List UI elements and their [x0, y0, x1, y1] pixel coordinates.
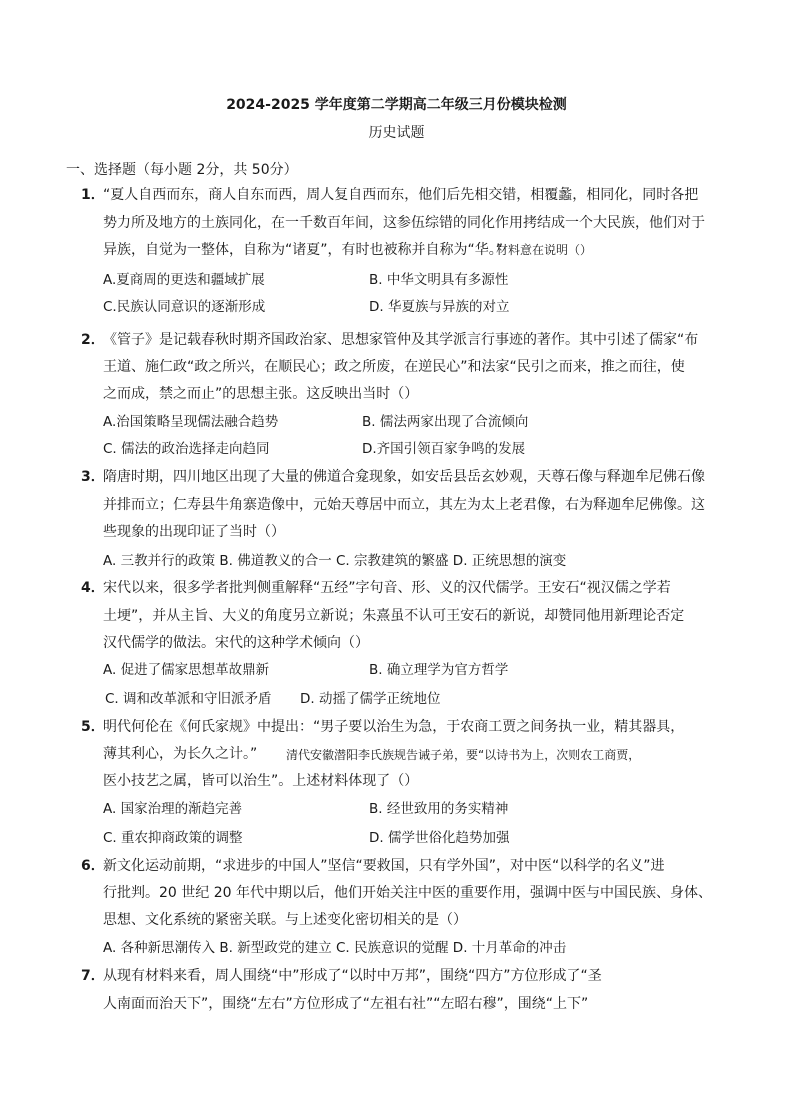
question-text-line: 汉代儒学的做法。宋代的这种学术倾向（）: [103, 635, 369, 651]
question-text-line: 从现有材料来看，周人围绕“中”形成了“以时中万邦”，围绕“四方”方位形成了“圣: [103, 968, 602, 984]
question-text-line: 宋代以来，很多学者批判侧重解释“五经”字句音、形、义的汉代儒学。王安石“视汉儒之学若: [103, 580, 671, 596]
question-text-line: 行批判。20 世纪 20 年代中期以后，他们开始关注中医的重要作用，强调中医与中国民族、身体、: [103, 885, 712, 901]
option-d[interactable]: D. 华夏族与异族的对立: [369, 299, 510, 315]
question-text-line: 王道、施仁政“政之所兴，在顺民心；政之所废，在逆民心”和法家“民引之而来，推之而往，使: [103, 359, 685, 375]
exam-subtitle: 历史试题: [368, 125, 425, 141]
question-number: 5．: [81, 719, 105, 735]
question-text-line: 些现象的出现印证了当时（）: [103, 524, 285, 540]
question-number: 1．: [81, 187, 105, 203]
question-text-line: 之而成，禁之而止”的思想主张。这反映出当时（）: [103, 386, 419, 402]
option-d[interactable]: D. 动摇了儒学正统地位: [300, 691, 441, 707]
exam-title: 2024-2025 学年度第二学期高二年级三月份模块检测: [226, 97, 567, 113]
question-text-line: 新文化运动前期，“求进步的中国人”坚信“要救国，只有学外国”，对中医“以科学的名义”进: [103, 858, 665, 874]
question-text-line: 思想、文化系统的紧密关联。与上述变化密切相关的是（）: [103, 912, 467, 928]
question-text-line: 并排而立；仁寿县牛角寨造像中，元始天尊居中而立，其左为太上老君像，右为释迦牟尼佛像。这: [103, 497, 705, 513]
option-a[interactable]: A.夏商周的更迭和疆域扩展: [103, 272, 265, 288]
question-text-line: 清代安徽潜阳李氏族规告诫子弟，要“以诗书为上，次则农工商贾，: [286, 748, 641, 762]
option-b[interactable]: B. 经世致用的务实精神: [369, 801, 509, 817]
option-b[interactable]: B. 确立理学为官方哲学: [369, 662, 509, 678]
option-a[interactable]: A. 促进了儒家思想革故鼎新: [103, 662, 270, 678]
question-text-line: 医小技艺之属，皆可以治生”。上述材料体现了（）: [103, 773, 419, 789]
option-a[interactable]: A.治国策略呈现儒法融合趋势: [103, 414, 279, 430]
option-c[interactable]: C.民族认同意识的逐渐形成: [103, 299, 266, 315]
question-text-line: 隋唐时期，四川地区出现了大量的佛道合龛现象，如安岳县岳玄妙观，天尊石像与释迦牟尼佛石像: [103, 469, 705, 485]
question-prompt: 材料意在说明（）: [496, 243, 593, 257]
question-number: 4．: [81, 580, 105, 596]
question-text-line: 土埂”，并从主旨、大义的角度另立新说；朱熹虽不认可王安石的新说，却赞同他用新理论否定: [103, 608, 685, 624]
option-a[interactable]: A. 国家治理的渐趋完善: [103, 801, 243, 817]
question-text-line: 异族，自觉为一整体，自称为“诸夏”，有时也被称并自称为“华。”: [103, 242, 504, 258]
option-c[interactable]: C. 调和改革派和守旧派矛盾: [105, 691, 272, 707]
option-d[interactable]: D. 儒学世俗化趋势加强: [369, 830, 510, 846]
option-c[interactable]: C. 儒法的政治选择走向趋同: [103, 441, 270, 457]
question-number: 6．: [81, 858, 105, 874]
question-text-line: 《管子》是记载春秋时期齐国政治家、思想家管仲及其学派言行事迹的著作。其中引述了儒家“布: [103, 332, 699, 348]
option-d[interactable]: D.齐国引领百家争鸣的发展: [362, 441, 526, 457]
option-c[interactable]: C. 重农抑商政策的调整: [103, 830, 243, 846]
question-text-line: “夏人自西而东，商人自东而西，周人复自西而东，他们后先相交错，相覆蠡，相同化，同时各把: [103, 187, 699, 203]
question-text-line: 薄其利心，为长久之计。”: [103, 746, 258, 762]
option-b[interactable]: B. 中华文明具有多源性: [369, 272, 509, 288]
question-text-line: 势力所及地方的土族同化，在一千数百年间，这参伍综错的同化作用拷结成一个大民族，他们对于: [103, 215, 705, 231]
question-text-line: 明代何伦在《何氏家规》中提出：“男子要以治生为急，于农商工贾之间务执一业，精其器具，: [103, 719, 685, 735]
question-number: 3．: [81, 469, 105, 485]
options-line[interactable]: A. 三教并行的政策 B. 佛道教义的合一 C. 宗教建筑的繁盛 D. 正统思想的演变: [103, 553, 567, 569]
question-number: 7．: [81, 968, 105, 984]
option-b[interactable]: B. 儒法两家出现了合流倾向: [362, 414, 529, 430]
section-heading: 一、选择题（每小题 2分，共 50分）: [66, 162, 298, 178]
options-line[interactable]: A. 各种新思潮传入 B. 新型政党的建立 C. 民族意识的觉醒 D. 十月革命的冲击: [103, 940, 567, 956]
question-text-line: 人南面而治天下”，围绕“左右”方位形成了“左祖右社”“左昭右穆”，围绕“上下”: [103, 996, 589, 1012]
question-number: 2．: [81, 332, 105, 348]
